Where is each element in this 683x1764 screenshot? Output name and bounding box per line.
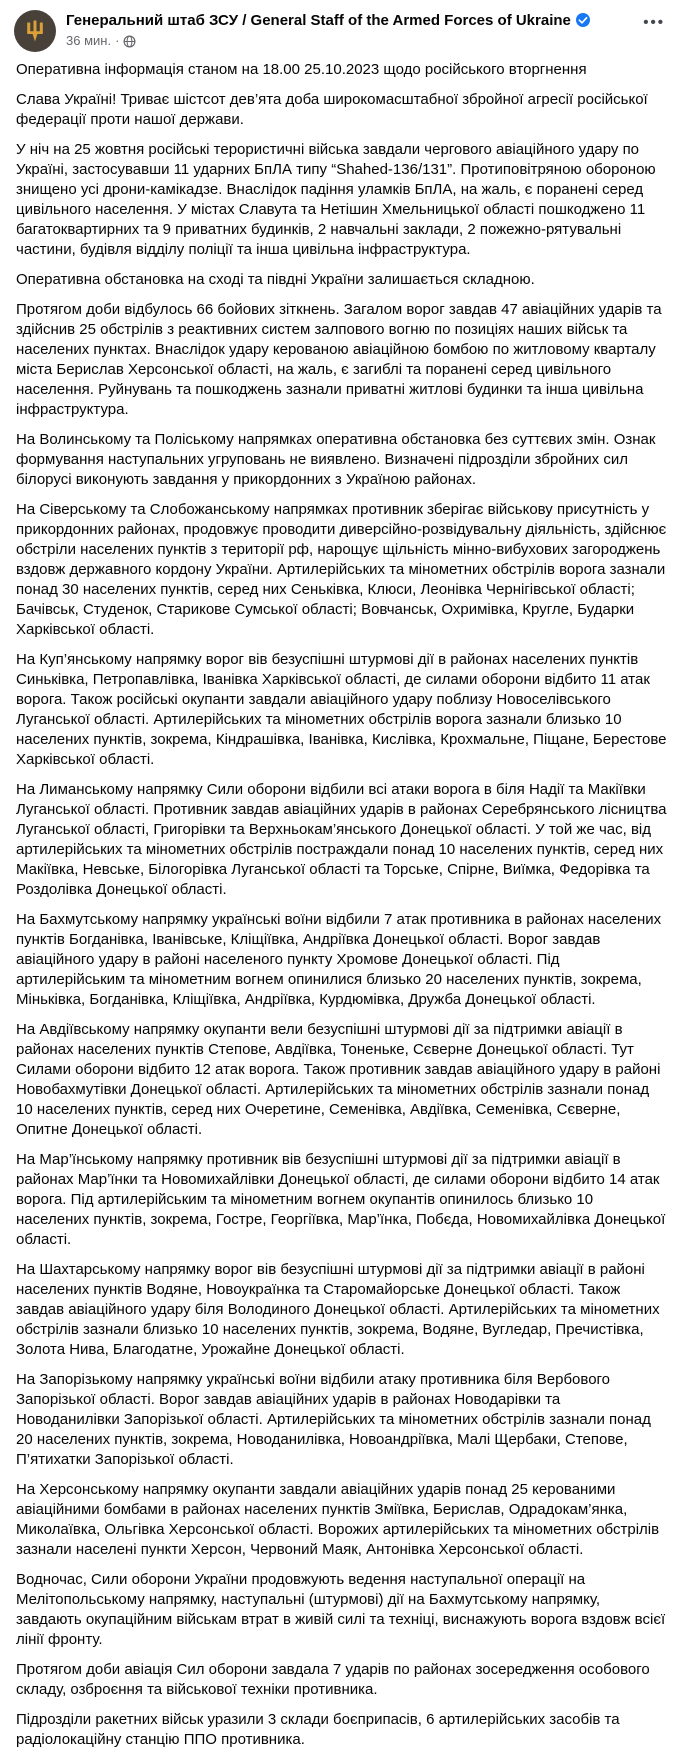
post-paragraph: На Волинському та Поліському напрямках оперативна обстановка без суттєвих змін. Ознак формування наступальних угруповань не виявлено. Визначені підрозділи збройних сил білорусі виконують завдання у прикордонних з Україною районах. <box>16 431 656 488</box>
post-paragraph: Підрозділи ракетних військ уразили 3 склади боєприпасів, 6 артилерійських засобів та радіолокаційну станцію ППО противника. <box>16 1711 620 1748</box>
trident-emblem-icon <box>23 18 47 44</box>
verified-badge-icon <box>576 13 590 27</box>
timestamp[interactable]: 36 мин. <box>66 33 112 48</box>
post-paragraph: На Бахмутському напрямку українські воїни відбили 7 атак противника в районах населених пунктів Богданівка, Іванівське, Кліщіївка, Андріївка Донецької області. Ворог завдав авіаційного удару в районі населеного пункту Хромове Донецької області. Під артилерійським та мінометним вогнем опинилися близько 20 населених пунктів, зокрема, Міньківка, Богданівка, Кліщіївка, Андріївка, Курдюмівка, Дружба Донецької області. <box>16 911 662 1008</box>
meta-separator: · <box>115 33 120 48</box>
post-paragraph: На Авдіївському напрямку окупанти вели безуспішні штурмові дії за підтримки авіації в районах населених пунктів Степове, Авдіївка, Тоненьке, Сєверне Донецької області. Тут Силами оборони відбито 12 атак ворога. Також противник завдав авіаційного удару в районі Новобахмутівки Донецької області. Артилерійських та мінометних обстрілів зазнали понад 10 населених пунктів, серед них Очеретине, Семенівка, Авдіївка, Семенівка, Сєверне, Опитне Донецької області. <box>16 1021 661 1138</box>
post-paragraph: Слава Україні! Триває шістсот дев’ята доба широкомасштабної збройної агресії російської федерації проти нашої держави. <box>16 91 648 128</box>
post-paragraph: Водночас, Сили оборони України продовжують ведення наступальної операції на Мелітопольському напрямку, наступальні (штурмові) дії на Бахмутському напрямку, завдають окупаційним військам втрат в живій силі та техніці, виснажують ворога вздовж всієї лінії фронту. <box>16 1571 666 1648</box>
header-text <box>66 10 667 49</box>
post-meta <box>66 33 667 49</box>
post-header <box>0 0 683 56</box>
more-options-button[interactable]: ••• <box>643 14 665 31</box>
post-paragraph: На Сіверському та Слобожанському напрямках противник зберігає військову присутність у прикордонних районах, продовжує проводити диверсійно-розвідувальну діяльність, здійснює обстріли населених пунктів з території рф, нарощує щільність мінно-вибухових загороджень вздовж державного кордону України. Артилерійських та мінометних обстрілів ворога зазнали понад 30 населених пунктів, серед них Сеньківка, Клюси, Леонівка Чернігівської області; Бачівськ, Студенок, Старикове Сумської області; Вовчанськ, Охримівка, Кругле, Бударки Харківської області. <box>16 501 667 638</box>
post-paragraph: На Херсонському напрямку окупанти завдали авіаційних ударів понад 25 керованими авіаційними бомбами в районах населених пунктів Зміївка, Берислав, Одрадокам’янка, Миколаївка, Ольгівка Херсонської області. Ворожих артилерійських та мінометних обстрілів зазнали населені пункти Херсон, Червоний Маяк, Антонівка Херсонської області. <box>16 1481 660 1558</box>
post-paragraph: Протягом доби відбулось 66 бойових зіткнень. Загалом ворог завдав 47 авіаційних ударів та здійснив 25 обстрілів з реактивних систем залпового вогню по позиціях наших військ та населених пунктах. Внаслідок удару керованою авіаційною бомбою по житловому кварталу міста Берислав Херсонської області, на жаль, є загиблі та поранені серед цивільного населення. Руйнувань та пошкоджень зазнали приватні житлові будинки та інша цивільна інфраструктура. <box>16 301 662 418</box>
post-content <box>0 56 683 1764</box>
post-paragraph: Оперативна обстановка на сході та півдні України залишається складною. <box>16 271 535 288</box>
post-paragraph: Протягом доби авіація Сил оборони завдала 7 ударів по районах зосередження особового складу, озброєння та військової техніки противника. <box>16 1661 650 1698</box>
post-paragraph: На Шахтарському напрямку ворог вів безуспішні штурмові дії за підтримки авіації в районі населених пунктів Водяне, Новоукраїнка та Старомайорське Донецької області. Також завдав авіаційного удару біля Володиного Донецької області. Артилерійських та мінометних обстрілів зазнали близько 10 населених пунктів, зокрема, Водяне, Вугледар, Пречистівка, Золота Нива, Благодатне, Урожайне Донецької області. <box>16 1261 660 1358</box>
post-paragraph: На Запорізькому напрямку українські воїни відбили атаку противника біля Вербового Запорізької області. Ворог завдав авіаційних ударів в районах Новодарівки та Новоданилівки Запорізької області. Артилерійських та мінометних обстрілів зазнали понад 20 населених пунктів, зокрема, Новоданилівка, Новоандріївка, Малі Щербаки, Степове, П’ятихатки Запорізької області. <box>16 1371 651 1468</box>
post-paragraph: У ніч на 25 жовтня російські терористичні війська завдали чергового авіаційного удару по Україні, застосувавши 11 ударних БпЛА типу “Shahed-136/131”. Протиповітряною обороною знищено усі дрони-камікадзе. Внаслідок падіння уламків БпЛА, на жаль, є поранені серед цивільного населення. У містах Славута та Нетішин Хмельницької області пошкоджено 11 багатоквартирних та 9 приватних будинків, 2 навчальні заклади, 2 пожежно-рятувальні частини, будівля відділу поліції та інша цивільна інфраструктура. <box>16 141 656 258</box>
name-row <box>66 11 667 30</box>
post-paragraph: На Куп’янському напрямку ворог вів безуспішні штурмові дії в районах населених пунктів Синьківка, Петропавлівка, Іванівка Харківської області, де силами оборони відбито 11 атак ворога. Також російські окупанти завдали авіаційного удару поблизу Новоселівського Луганської області. Артилерійських та мінометних обстрілів ворога зазнали близько 10 населених пунктів, зокрема, Кіндрашівка, Іванівка, Кислівка, Крохмальне, Піщане, Берестове Харківської області. <box>16 651 667 768</box>
post-paragraph: На Мар’їнському напрямку противник вів безуспішні штурмові дії за підтримки авіації в районах Мар’їнки та Новомихайлівки Донецької області, де силами оборони відбито 14 атак ворога. Під артилерійським та мінометним вогнем окупантів опинилось близько 10 населених пунктів, зокрема, Гостре, Георгіївка, Мар’їнка, Побєда, Новомихайлівка Донецької області. <box>16 1151 666 1248</box>
globe-icon <box>123 35 136 48</box>
page-name-link[interactable]: Генеральний штаб ЗСУ / General Staff of the Armed Forces of Ukraine <box>66 12 571 29</box>
avatar[interactable] <box>14 10 56 52</box>
post-paragraph: Оперативна інформація станом на 18.00 25.10.2023 щодо російського вторгнення <box>16 61 587 78</box>
post-paragraph: На Лиманському напрямку Сили оборони відбили всі атаки ворога в біля Надії та Макіївки Луганської області. Противник завдав авіаційних ударів в районах Серебрянського лісництва Луганської області, Григорівки та Верхньокам’янського Донецької області. У той же час, від артилерійських та мінометних обстрілів постраждали понад 10 населених пунктів, серед них Макіївка, Невське, Білогорівка Луганської області та Торське, Спірне, Виїмка, Федорівка та Роздолівка Донецької області. <box>16 781 667 898</box>
